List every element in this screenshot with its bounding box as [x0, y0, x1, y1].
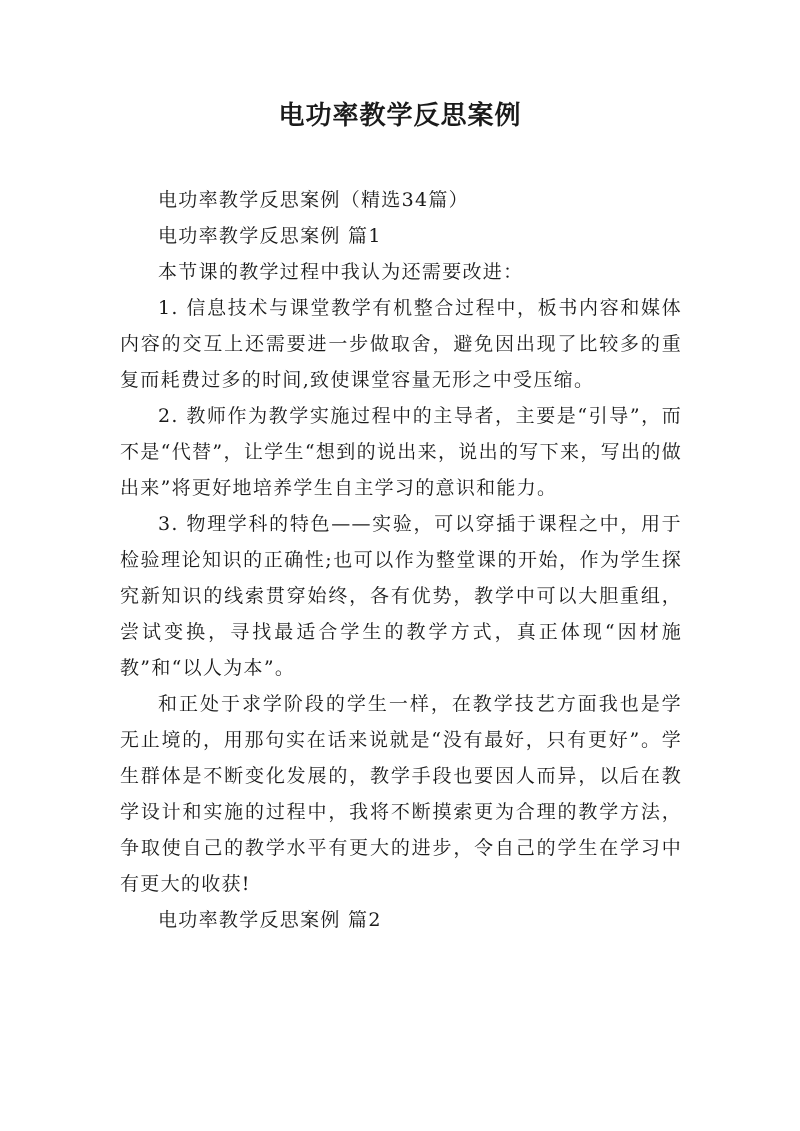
section-heading-2: 电功率教学反思案例 篇2: [158, 909, 382, 931]
paragraph-point-3: 3. 物理学科的特色——实验，可以穿插于课程之中，用于检验理论知识的正确性;也可以作为整堂课的开始，作为学生探究新知识的线索贯穿始终，各有优势，教学中可以大胆重组，尝试变换，寻找最适合学生的教学方式，真正体现“因材施教”和“以人为本”。: [120, 513, 682, 679]
section-heading-1: 电功率教学反思案例 篇1: [158, 225, 382, 247]
document-body: [120, 182, 682, 938]
paragraph-point-1: 1. 信息技术与课堂教学有机整合过程中，板书内容和媒体内容的交互上还需要进一步做取舍，避免因出现了比较多的重复而耗费过多的时间,致使课堂容量无形之中受压缩。: [120, 297, 682, 391]
paragraph-subtitle: 电功率教学反思案例（精选34篇）: [158, 189, 469, 211]
paragraph-conclusion: 和正处于求学阶段的学生一样，在教学技艺方面我也是学无止境的，用那句实在话来说就是“没有最好，只有更好”。学生群体是不断变化发展的，教学手段也要因人而异，以后在教学设计和实施的过程中，我将不断摸索更为合理的教学方法，争取使自己的教学水平有更大的进步，令自己的学生在学习中有更大的收获!: [120, 693, 682, 895]
document-title: 电功率教学反思案例: [278, 101, 522, 131]
paragraph-intro: 本节课的教学过程中我认为还需要改进：: [158, 261, 524, 283]
paragraph-point-2: 2. 教师作为教学实施过程中的主导者，主要是“引导”，而不是“代替”，让学生“想到的说出来，说出的写下来，写出的做出来”将更好地培养学生自主学习的意识和能力。: [120, 405, 682, 499]
